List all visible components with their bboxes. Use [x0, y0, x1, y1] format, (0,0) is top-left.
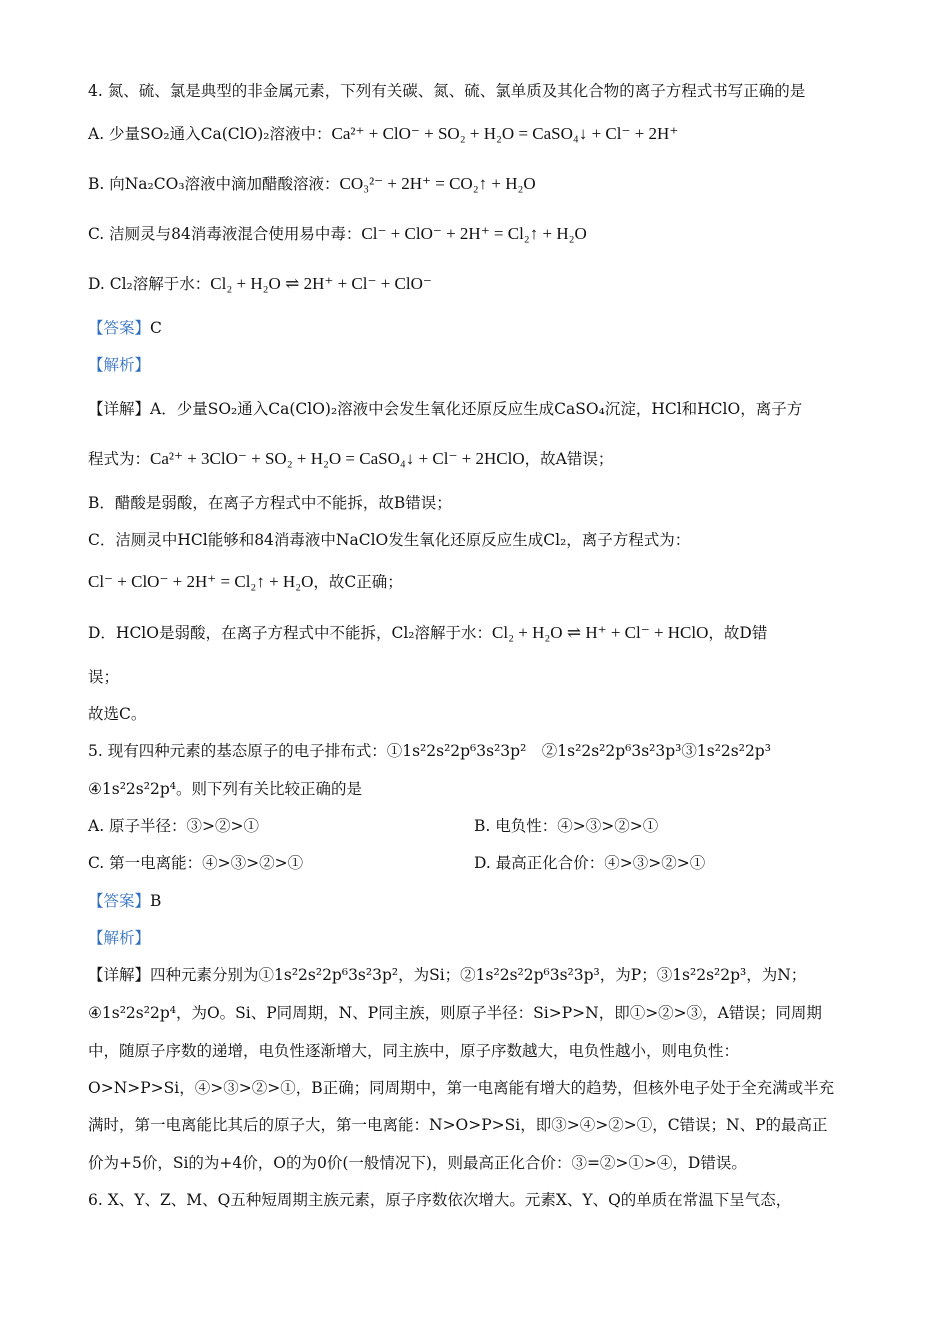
- q5-option-b: B. 电负性：④>③>②>①: [474, 817, 659, 835]
- q5-detail-tag: 【详解】: [88, 966, 151, 984]
- q4-detail-a: [88, 397, 802, 421]
- q4-answer: [88, 316, 162, 340]
- q5-option-d: D. 最高正化合价：④>③>②>①: [474, 854, 706, 872]
- q4-stem: 4. 氮、硫、氯是典型的非金属元素，下列有关碳、氮、硫、氯单质及其化合物的离子方程式书写正确的是: [88, 82, 806, 100]
- q4-option-c: [88, 222, 587, 246]
- q5-detail-3: 中，随原子序数的递增，电负性逐渐增大，同主族中，原子序数越大，电负性越小，则电负性：: [88, 1042, 740, 1060]
- q4-detail-c: C．洁厕灵中HCl能够和84消毒液中NaClO发生氧化还原反应生成Cl₂，离子方程式为：: [88, 531, 691, 549]
- q6-stem: 6. X、Y、Z、M、Q五种短周期主族元素，原子序数依次增大。元素X、Y、Q的单质在常温下呈气态，: [88, 1191, 792, 1209]
- q5-detail-2: ④1s²2s²2p⁴，为O。Si、P同周期，N、P同主族，则原子半径：Si>P>N，即①>②>③，A错误；同周期: [88, 1004, 822, 1022]
- q4-detail-tag: 【详解】: [88, 400, 151, 418]
- q4-detail-d-equation: Cl₂ + H₂O ⇌ H⁺ + Cl⁻ + HClO: [492, 623, 709, 642]
- q4-detail-c-equation: Cl⁻ + ClO⁻ + 2H⁺ = Cl₂↑ + H₂O: [88, 572, 314, 591]
- q4-answer-value: C: [150, 319, 162, 337]
- q4-option-b: [88, 172, 536, 196]
- q4-option-a-equation: Ca²⁺ + ClO⁻ + SO₂ + H₂O = CaSO₄↓ + Cl⁻ + 2H⁺: [331, 124, 679, 143]
- q5-analysis-tag: 【解析】: [88, 929, 151, 947]
- q4-detail-a-equation: Ca²⁺ + 3ClO⁻ + SO₂ + H₂O = CaSO₄↓ + Cl⁻ + 2HClO: [150, 449, 525, 468]
- q5-detail-4: O>N>P>Si，④>③>②>①，B正确；同周期中，第一电离能有增大的趋势，但核外电子处于全充满或半充: [88, 1079, 835, 1097]
- q5-answer-value: B: [150, 892, 162, 910]
- q5-option-a: A. 原子半径：③>②>①: [88, 817, 260, 835]
- q4-detail-a-prefix: 程式为：: [88, 450, 151, 468]
- q5-stem-continued: ④1s²2s²2p⁴。则下列有关比较正确的是: [88, 780, 362, 798]
- q5-detail-1-text: 四种元素分别为①1s²2s²2p⁶3s²3p²，为Si；②1s²2s²2p⁶3s²3p³，为P；③1s²2s²2p³，为N；: [150, 966, 807, 984]
- q5-detail-1: [88, 963, 806, 987]
- q4-option-d: [88, 272, 432, 296]
- q5-answer: [88, 889, 161, 913]
- q4-detail-a-text: A．少量SO₂通入Ca(ClO)₂溶液中会发生氧化还原反应生成CaSO₄沉淀，HCl和HClO，离子方: [150, 400, 803, 418]
- q4-detail-a-equation-line: [88, 447, 613, 471]
- q5-detail-5: 满时，第一电离能比其后的原子大，第一电离能：N>O>P>Si，即③>④>②>①，C错误；N、P的最高正: [88, 1116, 828, 1134]
- q4-option-b-label: B. 向Na₂CO₃溶液中滴加醋酸溶液：: [88, 175, 340, 193]
- q4-detail-c-suffix: ，故C正确；: [313, 573, 403, 591]
- q5-answer-tag: 【答案】: [88, 892, 151, 910]
- q4-detail-d-continued: 误；: [88, 668, 120, 686]
- q4-option-a-label: A. 少量SO₂通入Ca(ClO)₂溶液中：: [88, 125, 332, 143]
- q5-option-c: C. 第一电离能：④>③>②>①: [88, 854, 304, 872]
- q4-analysis-tag: 【解析】: [88, 356, 151, 374]
- q4-option-c-label: C. 洁厕灵与84消毒液混合使用易中毒：: [88, 225, 362, 243]
- q4-answer-tag: 【答案】: [88, 319, 151, 337]
- q4-option-d-equation: Cl₂ + H₂O ⇌ 2H⁺ + Cl⁻ + ClO⁻: [210, 274, 432, 293]
- q4-detail-a-suffix: ，故A错误；: [524, 450, 614, 468]
- q4-detail-d-suffix: ，故D错: [708, 624, 768, 642]
- q4-option-a: [88, 122, 678, 146]
- q4-detail-c-equation-line: [88, 570, 403, 594]
- q4-detail-b: B．醋酸是弱酸，在离子方程式中不能拆，故B错误；: [88, 494, 452, 512]
- q4-detail-d-prefix: D．HClO是弱酸，在离子方程式中不能拆，Cl₂溶解于水：: [88, 624, 493, 642]
- q4-conclusion: 故选C。: [88, 705, 147, 723]
- q4-option-d-label: D. Cl₂溶解于水：: [88, 275, 211, 293]
- q5-stem: 5. 现有四种元素的基态原子的电子排布式：①1s²2s²2p⁶3s²3p² ②1s²2s²2p⁶3s²3p³③1s²2s²2p³: [88, 742, 771, 760]
- q5-detail-6: 价为+5价，Si的为+4价，O的为0价(一般情况下)，则最高正化合价：③=②>①>④，D错误。: [88, 1154, 747, 1172]
- q4-option-c-equation: Cl⁻ + ClO⁻ + 2H⁺ = Cl₂↑ + H₂O: [361, 224, 587, 243]
- q4-option-b-equation: CO₃²⁻ + 2H⁺ = CO₂↑ + H₂O: [339, 174, 536, 193]
- q4-detail-d: [88, 621, 767, 645]
